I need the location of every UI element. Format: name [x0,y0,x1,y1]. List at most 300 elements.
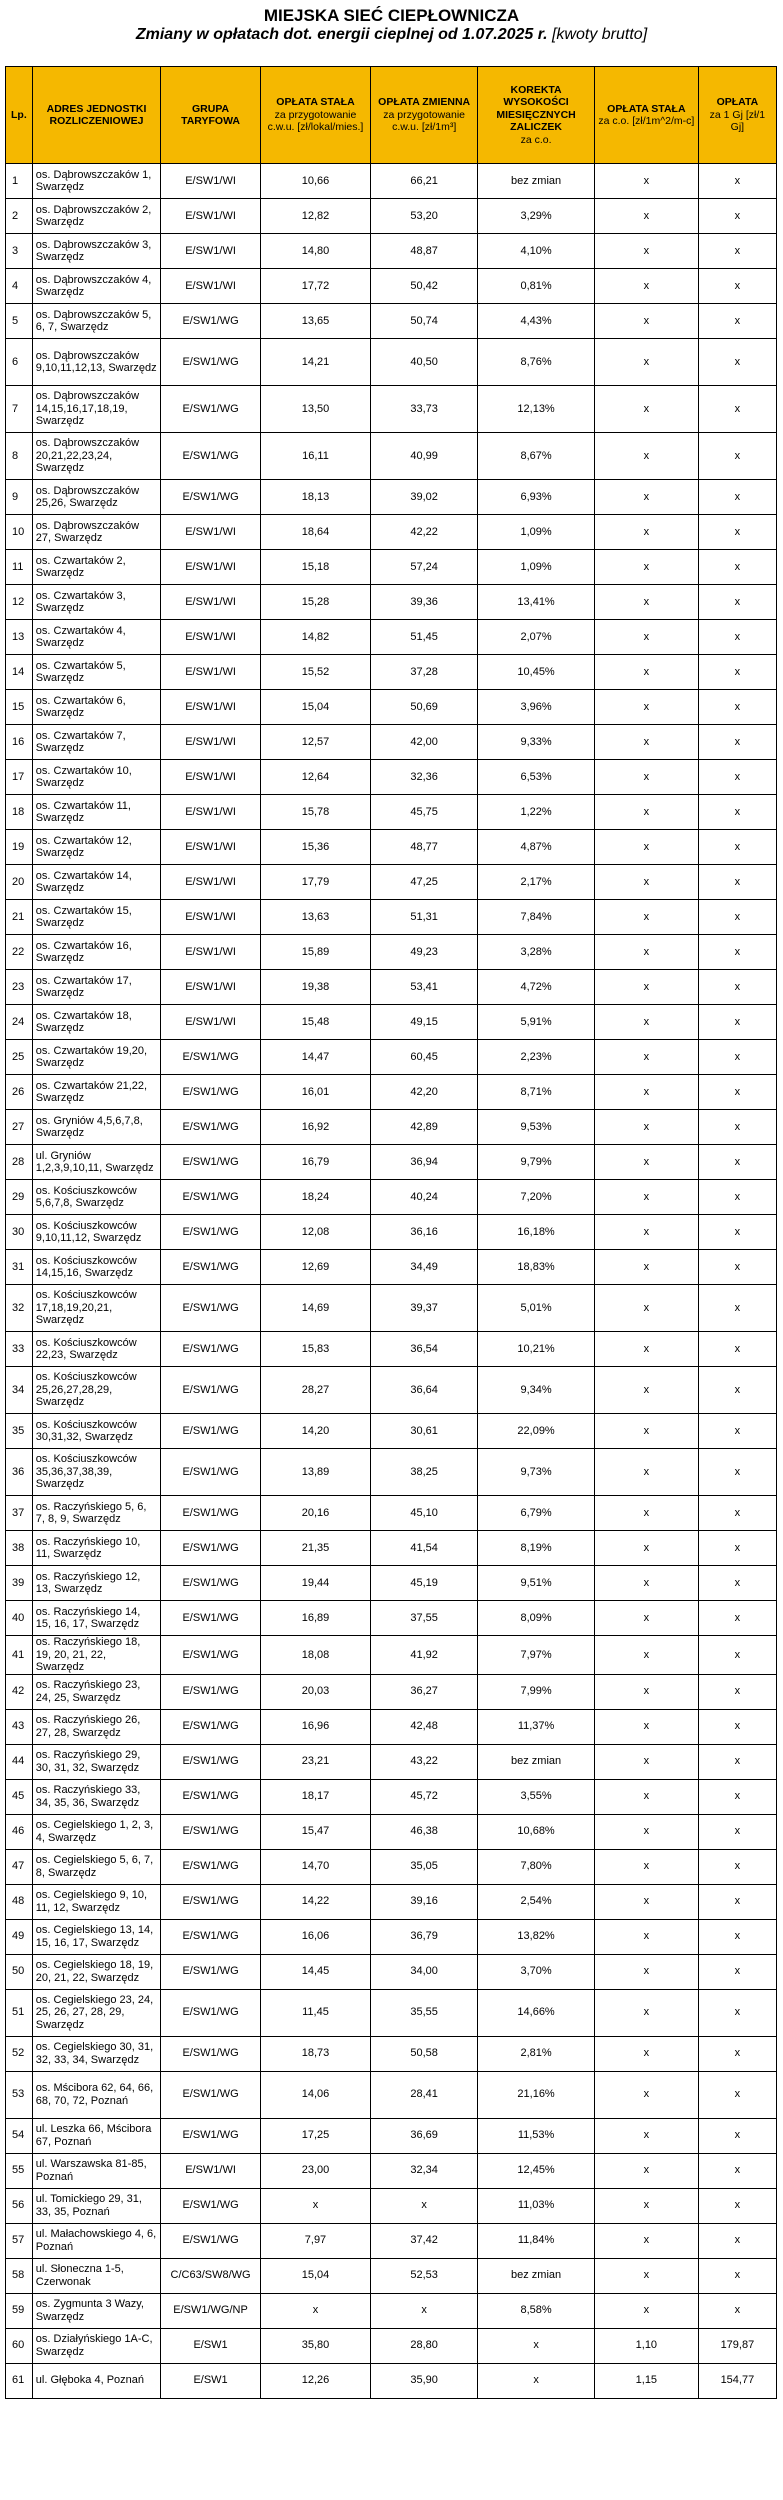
row-number: 40 [6,1601,33,1636]
row-number: 19 [6,830,33,865]
fixed-fee-heating-cell: x [594,234,698,269]
fee-per-gj-cell: x [698,1566,776,1601]
column-header [6,67,33,164]
table-row [6,620,777,655]
table-row [6,199,777,234]
address-cell: ul. Warszawska 81-85, Poznań [32,2153,161,2188]
variable-fee-hot-water-cell: 52,53 [371,2258,478,2293]
advance-correction-cell: 8,71% [478,1075,595,1110]
fixed-fee-heating-cell: x [594,550,698,585]
column-header-unit: za przygotowanie c.w.u. [zł/lokal/mies.] [267,108,364,134]
fixed-fee-hot-water-cell: 20,03 [260,1674,370,1709]
fixed-fee-hot-water-cell: 14,45 [260,1954,370,1989]
variable-fee-hot-water-cell: 53,41 [371,970,478,1005]
row-number: 21 [6,900,33,935]
fixed-fee-heating-cell: x [594,2223,698,2258]
fee-per-gj-cell: x [698,1250,776,1285]
fee-per-gj-cell: x [698,339,776,386]
address-cell: ul. Głęboka 4, Poznań [32,2363,161,2398]
fee-per-gj-cell: x [698,304,776,339]
advance-correction-cell: 3,55% [478,1779,595,1814]
document-title: MIEJSKA SIEĆ CIEPŁOWNICZA [263,6,520,25]
table-row [6,1744,777,1779]
table-row [6,304,777,339]
fixed-fee-heating-cell: x [594,339,698,386]
row-number: 46 [6,1814,33,1849]
fee-per-gj-cell: 179,87 [698,2328,776,2363]
column-header-unit: za przygotowanie c.w.u. [zł/1m³] [383,108,466,134]
table-row [6,970,777,1005]
row-number: 48 [6,1884,33,1919]
tariff-group-cell: E/SW1/WG [161,1075,261,1110]
fixed-fee-heating-cell: x [594,2071,698,2118]
column-header [161,67,261,164]
fixed-fee-hot-water-cell: 15,04 [260,2258,370,2293]
table-row [6,269,777,304]
row-number: 22 [6,935,33,970]
row-number: 17 [6,760,33,795]
advance-correction-cell: x [478,2328,595,2363]
advance-correction-cell: 16,18% [478,1215,595,1250]
advance-correction-cell: 13,82% [478,1919,595,1954]
address-cell: os. Dąbrowszczaków 27, Swarzędz [32,515,161,550]
variable-fee-hot-water-cell: 66,21 [371,164,478,199]
fixed-fee-heating-cell: x [594,386,698,433]
fixed-fee-heating-cell: x [594,480,698,515]
fee-per-gj-cell: x [698,1145,776,1180]
advance-correction-cell: 11,03% [478,2188,595,2223]
address-cell: os. Zygmunta 3 Wazy, Swarzędz [32,2293,161,2328]
row-number: 56 [6,2188,33,2223]
variable-fee-hot-water-cell: 49,23 [371,935,478,970]
tariff-group-cell: E/SW1/WI [161,970,261,1005]
fixed-fee-heating-cell: x [594,725,698,760]
table-row [6,234,777,269]
fee-per-gj-cell: x [698,550,776,585]
table-row [6,1250,777,1285]
advance-correction-cell: 3,96% [478,690,595,725]
row-number: 36 [6,1449,33,1496]
fee-per-gj-cell: x [698,2118,776,2153]
tariff-group-cell: E/SW1/WG [161,1040,261,1075]
advance-correction-cell: 11,84% [478,2223,595,2258]
variable-fee-hot-water-cell: 42,20 [371,1075,478,1110]
tariff-group-cell: E/SW1/WI [161,690,261,725]
address-cell: os. Cegielskiego 23, 24, 25, 26, 27, 28, 29, Swarzędz [32,1989,161,2036]
fixed-fee-heating-cell: x [594,199,698,234]
row-number: 15 [6,690,33,725]
table-row [6,1849,777,1884]
address-cell: os. Czwartaków 11, Swarzędz [32,795,161,830]
fixed-fee-hot-water-cell: 14,47 [260,1040,370,1075]
variable-fee-hot-water-cell: 37,28 [371,655,478,690]
fixed-fee-heating-cell: x [594,2153,698,2188]
advance-correction-cell: 5,91% [478,1005,595,1040]
fee-per-gj-cell: x [698,1075,776,1110]
advance-correction-cell: 3,29% [478,199,595,234]
fee-per-gj-cell: x [698,585,776,620]
variable-fee-hot-water-cell: 48,77 [371,830,478,865]
table-row [6,1636,777,1675]
column-header-label: ADRES JEDNOSTKI ROZLICZENIOWEJ [46,102,147,127]
fee-per-gj-cell: x [698,1180,776,1215]
tariff-group-cell: E/SW1/WG [161,433,261,480]
fixed-fee-hot-water-cell: 12,69 [260,1250,370,1285]
fixed-fee-hot-water-cell: 15,28 [260,585,370,620]
variable-fee-hot-water-cell: 42,00 [371,725,478,760]
fixed-fee-heating-cell: x [594,1601,698,1636]
tariff-group-cell: E/SW1/WI [161,585,261,620]
row-number: 14 [6,655,33,690]
fixed-fee-hot-water-cell: 10,66 [260,164,370,199]
address-cell: os. Czwartaków 6, Swarzędz [32,690,161,725]
tariff-group-cell: E/SW1/WG [161,1414,261,1449]
fixed-fee-hot-water-cell: 28,27 [260,1367,370,1414]
tariff-group-cell: E/SW1/WG [161,1566,261,1601]
row-number: 57 [6,2223,33,2258]
advance-correction-cell: 1,22% [478,795,595,830]
fee-per-gj-cell: x [698,2223,776,2258]
fee-per-gj-cell: x [698,1601,776,1636]
advance-correction-cell: 2,54% [478,1884,595,1919]
row-number: 31 [6,1250,33,1285]
table-row [6,1531,777,1566]
tariff-group-cell: E/SW1/WG [161,2071,261,2118]
advance-correction-cell: 1,09% [478,515,595,550]
fixed-fee-heating-cell: x [594,1250,698,1285]
fixed-fee-heating-cell: x [594,269,698,304]
tariff-group-cell: E/SW1/WI [161,164,261,199]
fixed-fee-heating-cell: x [594,900,698,935]
variable-fee-hot-water-cell: 36,27 [371,1674,478,1709]
variable-fee-hot-water-cell: 32,36 [371,760,478,795]
fixed-fee-heating-cell: x [594,1215,698,1250]
fixed-fee-heating-cell: x [594,1040,698,1075]
advance-correction-cell: 2,17% [478,865,595,900]
table-row [6,585,777,620]
address-cell: os. Raczyńskiego 29, 30, 31, 32, Swarzędz [32,1744,161,1779]
fixed-fee-heating-cell: x [594,1849,698,1884]
advance-correction-cell: 3,28% [478,935,595,970]
row-number: 13 [6,620,33,655]
address-cell: os. Dąbrowszczaków 4, Swarzędz [32,269,161,304]
table-row [6,2118,777,2153]
document-subtitle [0,25,783,45]
fixed-fee-hot-water-cell: 12,64 [260,760,370,795]
tariff-table [5,66,777,2399]
row-number: 29 [6,1180,33,1215]
advance-correction-cell: 0,81% [478,269,595,304]
variable-fee-hot-water-cell: 36,16 [371,1215,478,1250]
row-number: 43 [6,1709,33,1744]
address-cell: os. Cegielskiego 1, 2, 3, 4, Swarzędz [32,1814,161,1849]
fixed-fee-hot-water-cell: 18,08 [260,1636,370,1675]
advance-correction-cell: 8,19% [478,1531,595,1566]
advance-correction-cell: 10,68% [478,1814,595,1849]
variable-fee-hot-water-cell: 39,37 [371,1285,478,1332]
variable-fee-hot-water-cell: x [371,2293,478,2328]
advance-correction-cell: 4,10% [478,234,595,269]
address-cell: os. Kościuszkowców 30,31,32, Swarzędz [32,1414,161,1449]
fixed-fee-hot-water-cell: 15,36 [260,830,370,865]
column-header [371,67,478,164]
row-number: 50 [6,1954,33,1989]
table-row [6,1709,777,1744]
fixed-fee-heating-cell: x [594,1285,698,1332]
table-row [6,1449,777,1496]
fixed-fee-heating-cell: x [594,760,698,795]
fixed-fee-heating-cell: x [594,585,698,620]
column-header-label: OPŁATA STAŁA [607,102,686,115]
fixed-fee-heating-cell: x [594,1449,698,1496]
variable-fee-hot-water-cell: 47,25 [371,865,478,900]
fixed-fee-hot-water-cell: 14,70 [260,1849,370,1884]
fixed-fee-heating-cell: x [594,795,698,830]
table-row [6,1674,777,1709]
tariff-group-cell: E/SW1/WG/NP [161,2293,261,2328]
fixed-fee-hot-water-cell: 21,35 [260,1531,370,1566]
tariff-group-cell: E/SW1/WG [161,1449,261,1496]
fixed-fee-hot-water-cell: 18,13 [260,480,370,515]
row-number: 33 [6,1332,33,1367]
table-row [6,1884,777,1919]
row-number: 16 [6,725,33,760]
tariff-group-cell: E/SW1/WG [161,1709,261,1744]
fixed-fee-hot-water-cell: 14,21 [260,339,370,386]
tariff-group-cell: E/SW1/WI [161,269,261,304]
table-row [6,2071,777,2118]
tariff-group-cell: E/SW1/WI [161,620,261,655]
tariff-group-cell: E/SW1/WI [161,2153,261,2188]
table-row [6,2293,777,2328]
advance-correction-cell: bez zmian [478,1744,595,1779]
fee-per-gj-cell: x [698,2293,776,2328]
tariff-group-cell: E/SW1/WG [161,2036,261,2071]
tariff-group-cell: E/SW1/WG [161,1367,261,1414]
tariff-group-cell: E/SW1/WG [161,1849,261,1884]
table-row [6,795,777,830]
advance-correction-cell: 11,53% [478,2118,595,2153]
variable-fee-hot-water-cell: 33,73 [371,386,478,433]
column-header-unit: za c.o. [zł/1m^2/m-c] [598,115,695,127]
fee-per-gj-cell: x [698,970,776,1005]
table-row [6,2188,777,2223]
tariff-group-cell: E/SW1/WG [161,1884,261,1919]
variable-fee-hot-water-cell: 41,92 [371,1636,478,1675]
row-number: 6 [6,339,33,386]
tariff-group-cell: E/SW1/WG [161,2223,261,2258]
table-row [6,1005,777,1040]
tariff-group-cell: E/SW1/WI [161,900,261,935]
fee-per-gj-cell: x [698,1919,776,1954]
tariff-group-cell: E/SW1/WG [161,1180,261,1215]
row-number: 30 [6,1215,33,1250]
fixed-fee-hot-water-cell: 15,83 [260,1332,370,1367]
table-row [6,865,777,900]
variable-fee-hot-water-cell: 37,42 [371,2223,478,2258]
fee-per-gj-cell: x [698,900,776,935]
address-cell: os. Czwartaków 19,20, Swarzędz [32,1040,161,1075]
fee-per-gj-cell: x [698,1709,776,1744]
table-row [6,386,777,433]
advance-correction-cell: 12,45% [478,2153,595,2188]
table-row [6,1215,777,1250]
fixed-fee-heating-cell: x [594,970,698,1005]
fixed-fee-heating-cell: x [594,655,698,690]
address-cell: ul. Leszka 66, Mścibora 67, Poznań [32,2118,161,2153]
table-row [6,1954,777,1989]
advance-correction-cell: 12,13% [478,386,595,433]
fee-per-gj-cell: x [698,515,776,550]
fixed-fee-hot-water-cell: 17,79 [260,865,370,900]
variable-fee-hot-water-cell: 36,69 [371,2118,478,2153]
fixed-fee-heating-cell: 1,10 [594,2328,698,2363]
table-row [6,1814,777,1849]
fixed-fee-heating-cell: x [594,690,698,725]
fixed-fee-hot-water-cell: 16,92 [260,1110,370,1145]
fee-per-gj-cell: x [698,1332,776,1367]
tariff-group-cell: E/SW1/WG [161,1145,261,1180]
fixed-fee-hot-water-cell: 18,24 [260,1180,370,1215]
row-number: 27 [6,1110,33,1145]
fixed-fee-heating-cell: x [594,1414,698,1449]
tariff-group-cell: E/SW1/WG [161,1110,261,1145]
advance-correction-cell: bez zmian [478,164,595,199]
advance-correction-cell: 9,53% [478,1110,595,1145]
column-header-label: KOREKTA WYSOKOŚCI MIESIĘCZNYCH ZALICZEK [496,83,576,134]
table-row [6,164,777,199]
address-cell: os. Dąbrowszczaków 20,21,22,23,24, Swarzędz [32,433,161,480]
fixed-fee-hot-water-cell: 15,52 [260,655,370,690]
fixed-fee-hot-water-cell: 15,89 [260,935,370,970]
advance-correction-cell: 13,41% [478,585,595,620]
fixed-fee-hot-water-cell: 16,79 [260,1145,370,1180]
fee-per-gj-cell: x [698,1884,776,1919]
variable-fee-hot-water-cell: 60,45 [371,1040,478,1075]
fixed-fee-hot-water-cell: 15,18 [260,550,370,585]
address-cell: os. Mścibora 62, 64, 66, 68, 70, 72, Poznań [32,2071,161,2118]
variable-fee-hot-water-cell: 32,34 [371,2153,478,2188]
variable-fee-hot-water-cell: 50,42 [371,269,478,304]
address-cell: os. Raczyńskiego 12, 13, Swarzędz [32,1566,161,1601]
fixed-fee-hot-water-cell: 16,89 [260,1601,370,1636]
fixed-fee-hot-water-cell: 20,16 [260,1496,370,1531]
address-cell: os. Kościuszkowców 9,10,11,12, Swarzędz [32,1215,161,1250]
fee-per-gj-cell: x [698,1989,776,2036]
fixed-fee-heating-cell: x [594,1180,698,1215]
address-cell: os. Czwartaków 21,22, Swarzędz [32,1075,161,1110]
address-cell: os. Dąbrowszczaków 1, Swarzędz [32,164,161,199]
fixed-fee-heating-cell: x [594,2293,698,2328]
fixed-fee-hot-water-cell: 11,45 [260,1989,370,2036]
table-header [6,67,777,164]
row-number: 52 [6,2036,33,2071]
tariff-group-cell: E/SW1/WG [161,1674,261,1709]
fixed-fee-heating-cell: x [594,1636,698,1675]
fixed-fee-heating-cell: x [594,1989,698,2036]
variable-fee-hot-water-cell: 43,22 [371,1744,478,1779]
table-row [6,1566,777,1601]
row-number: 47 [6,1849,33,1884]
table-row [6,1367,777,1414]
fee-per-gj-cell: x [698,1674,776,1709]
fee-per-gj-cell: x [698,620,776,655]
fee-per-gj-cell: x [698,1744,776,1779]
fee-per-gj-cell: x [698,795,776,830]
column-header-label: GRUPA TARYFOWA [181,102,241,127]
table-header-row [6,67,777,164]
fixed-fee-heating-cell: x [594,935,698,970]
fixed-fee-hot-water-cell: 15,48 [260,1005,370,1040]
column-header [594,67,698,164]
fixed-fee-hot-water-cell: 16,96 [260,1709,370,1744]
advance-correction-cell: 8,58% [478,2293,595,2328]
variable-fee-hot-water-cell: 36,64 [371,1367,478,1414]
tariff-group-cell: E/SW1/WG [161,2188,261,2223]
table-row [6,2258,777,2293]
fixed-fee-hot-water-cell: 12,26 [260,2363,370,2398]
row-number: 32 [6,1285,33,1332]
fixed-fee-hot-water-cell: 13,65 [260,304,370,339]
table-row [6,1285,777,1332]
advance-correction-cell: 2,81% [478,2036,595,2071]
table-row [6,2153,777,2188]
table-row [6,1779,777,1814]
variable-fee-hot-water-cell: 41,54 [371,1531,478,1566]
tariff-group-cell: E/SW1/WG [161,1285,261,1332]
fixed-fee-hot-water-cell: 18,64 [260,515,370,550]
variable-fee-hot-water-cell: 51,45 [371,620,478,655]
address-cell: os. Raczyńskiego 18, 19, 20, 21, 22, Swarzędz [32,1636,161,1675]
variable-fee-hot-water-cell: 36,54 [371,1332,478,1367]
variable-fee-hot-water-cell: 28,41 [371,2071,478,2118]
address-cell: os. Raczyńskiego 33, 34, 35, 36, Swarzędz [32,1779,161,1814]
tariff-group-cell: E/SW1/WG [161,1919,261,1954]
variable-fee-hot-water-cell: 35,05 [371,1849,478,1884]
fee-per-gj-cell: x [698,2071,776,2118]
address-cell: os. Cegielskiego 18, 19, 20, 21, 22, Swarzędz [32,1954,161,1989]
subtitle-main: Zmiany w opłatach dot. energii cieplnej od 1.07.2025 r. [135,26,548,43]
column-header-label: OPŁATA STAŁA [276,96,355,109]
row-number: 2 [6,199,33,234]
fixed-fee-hot-water-cell: 14,20 [260,1414,370,1449]
variable-fee-hot-water-cell: 39,16 [371,1884,478,1919]
fee-per-gj-cell: x [698,1110,776,1145]
advance-correction-cell: 9,51% [478,1566,595,1601]
advance-correction-cell: 4,43% [478,304,595,339]
address-cell: os. Kościuszkowców 17,18,19,20,21, Swarzędz [32,1285,161,1332]
variable-fee-hot-water-cell: 40,24 [371,1180,478,1215]
row-number: 61 [6,2363,33,2398]
advance-correction-cell: 9,34% [478,1367,595,1414]
tariff-group-cell: E/SW1/WI [161,655,261,690]
tariff-group-cell: E/SW1 [161,2363,261,2398]
table-row [6,760,777,795]
table-row [6,339,777,386]
address-cell: ul. Małachowskiego 4, 6, Poznań [32,2223,161,2258]
advance-correction-cell: 3,70% [478,1954,595,1989]
fee-per-gj-cell: x [698,725,776,760]
row-number: 34 [6,1367,33,1414]
fixed-fee-heating-cell: x [594,1919,698,1954]
fixed-fee-hot-water-cell: 17,25 [260,2118,370,2153]
row-number: 59 [6,2293,33,2328]
address-cell: os. Czwartaków 7, Swarzędz [32,725,161,760]
fixed-fee-heating-cell: x [594,1884,698,1919]
fixed-fee-hot-water-cell: 14,82 [260,620,370,655]
fixed-fee-heating-cell: 1,15 [594,2363,698,2398]
tariff-group-cell: E/SW1/WG [161,386,261,433]
